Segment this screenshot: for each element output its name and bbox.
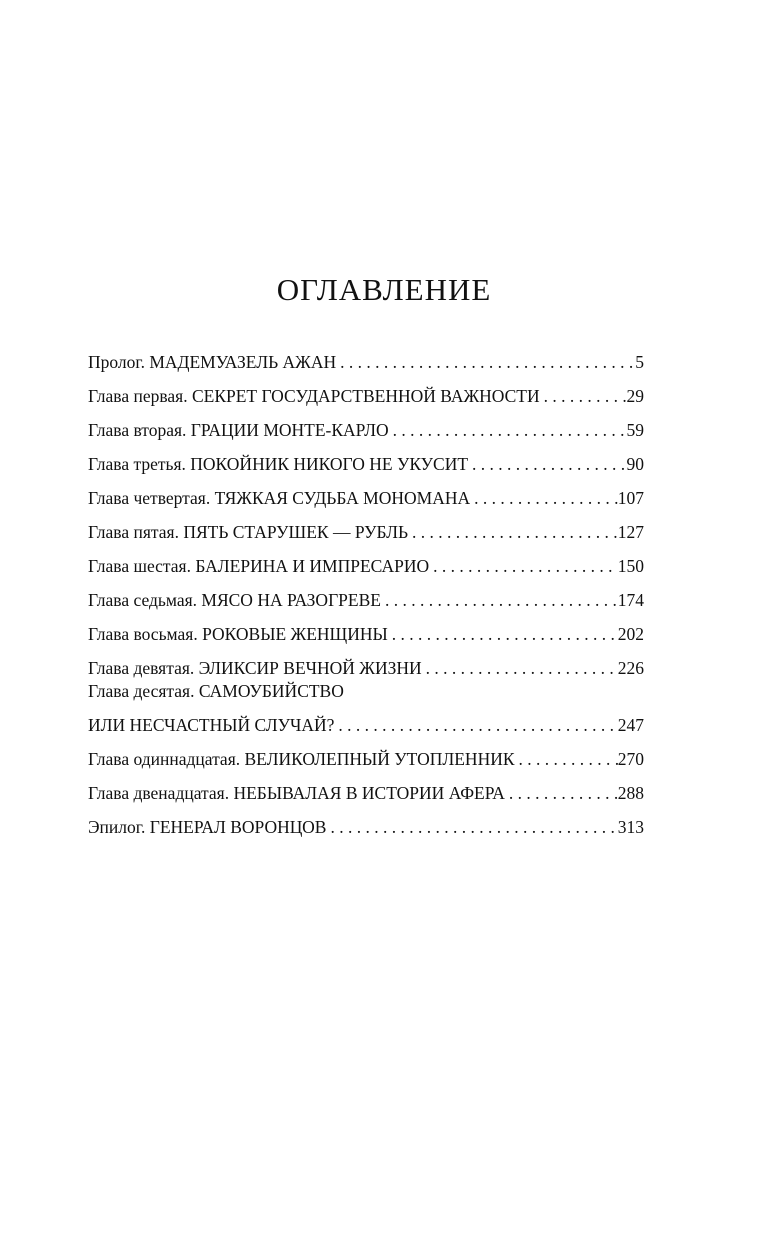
toc-entry-chapter-5 (88, 510, 644, 544)
toc-list (88, 340, 644, 839)
toc-entry-label: Глава девятая. ЭЛИКСИР ВЕЧНОЙ ЖИЗНИ (88, 658, 422, 678)
toc-entry-label: Эпилог. ГЕНЕРАЛ ВОРОНЦОВ (88, 817, 327, 837)
toc-entry-label-line1: Глава десятая. САМОУБИЙСТВО (88, 681, 344, 701)
toc-entry-chapter-9 (88, 646, 644, 680)
toc-entry-label: Глава восьмая. РОКОВЫЕ ЖЕНЩИНЫ (88, 624, 388, 644)
toc-entry-label: Глава одиннадцатая. ВЕЛИКОЛЕПНЫЙ УТОПЛЕННИК (88, 749, 515, 769)
dot-leader (515, 748, 618, 771)
toc-page-number: 90 (626, 454, 644, 474)
toc-page-number: 5 (635, 352, 644, 372)
toc-entry-label: Глава вторая. ГРАЦИИ МОНТЕ-КАРЛО (88, 420, 389, 440)
toc-page-number: 150 (617, 556, 644, 576)
toc-entry-label: Глава седьмая. МЯСО НА РАЗОГРЕВЕ (88, 590, 381, 610)
toc-entry-label: Глава шестая. БАЛЕРИНА И ИМПРЕСАРИО (88, 556, 430, 576)
toc-page-number: 247 (617, 715, 644, 735)
toc-entry-chapter-10 (88, 680, 644, 737)
toc-entry-label: Глава четвертая. ТЯЖКАЯ СУДЬБА МОНОМАНА (88, 488, 471, 508)
dot-leader (540, 385, 627, 408)
toc-entry-chapter-11 (88, 737, 644, 771)
toc-page-number: 288 (617, 783, 644, 803)
toc-entry-label: Глава первая. СЕКРЕТ ГОСУДАРСТВЕННОЙ ВАЖНОСТИ (88, 386, 540, 406)
dot-leader (334, 714, 617, 737)
dot-leader (422, 657, 618, 680)
toc-entry-label: Глава третья. ПОКОЙНИК НИКОГО НЕ УКУСИТ (88, 454, 469, 474)
toc-page-number: 107 (617, 488, 644, 508)
dot-leader (389, 419, 627, 442)
toc-page-number: 174 (617, 590, 644, 610)
toc-entry-chapter-12 (88, 771, 644, 805)
toc-page-number: 127 (617, 522, 644, 542)
toc-entry-chapter-4 (88, 476, 644, 510)
toc-entry-label: Глава пятая. ПЯТЬ СТАРУШЕК — РУБЛЬ (88, 522, 409, 542)
dot-leader (336, 351, 635, 374)
toc-entry-chapter-1 (88, 374, 644, 408)
toc-page-number: 226 (617, 658, 644, 678)
toc-entry-chapter-3 (88, 442, 644, 476)
dot-leader (505, 782, 618, 805)
toc-entry-epilogue (88, 805, 644, 839)
dot-leader (381, 589, 618, 612)
toc-page-number: 29 (626, 386, 644, 406)
toc-page-number: 59 (626, 420, 644, 440)
toc-title: ОГЛАВЛЕНИЕ (276, 272, 492, 307)
dot-leader (468, 453, 626, 476)
toc-entry-label: Пролог. МАДЕМУАЗЕЛЬ АЖАН (88, 352, 337, 372)
toc-entry-label-line2: ИЛИ НЕСЧАСТНЫЙ СЛУЧАЙ? (88, 715, 335, 735)
toc-entry-line2 (88, 703, 644, 737)
dot-leader (429, 555, 618, 578)
dot-leader (326, 816, 617, 839)
toc-entry-label: Глава двенадцатая. НЕБЫВАЛАЯ В ИСТОРИИ АФЕРА (88, 783, 505, 803)
toc-entry-chapter-8 (88, 612, 644, 646)
dot-leader (388, 623, 618, 646)
toc-entry-chapter-7 (88, 578, 644, 612)
dot-leader (408, 521, 618, 544)
toc-page-number: 202 (617, 624, 644, 644)
toc-page-number: 313 (617, 817, 644, 837)
toc-entry-prologue (88, 340, 644, 374)
toc-entry-chapter-6 (88, 544, 644, 578)
toc-entry-chapter-2 (88, 408, 644, 442)
dot-leader (470, 487, 618, 510)
toc-page-number: 270 (617, 749, 644, 769)
